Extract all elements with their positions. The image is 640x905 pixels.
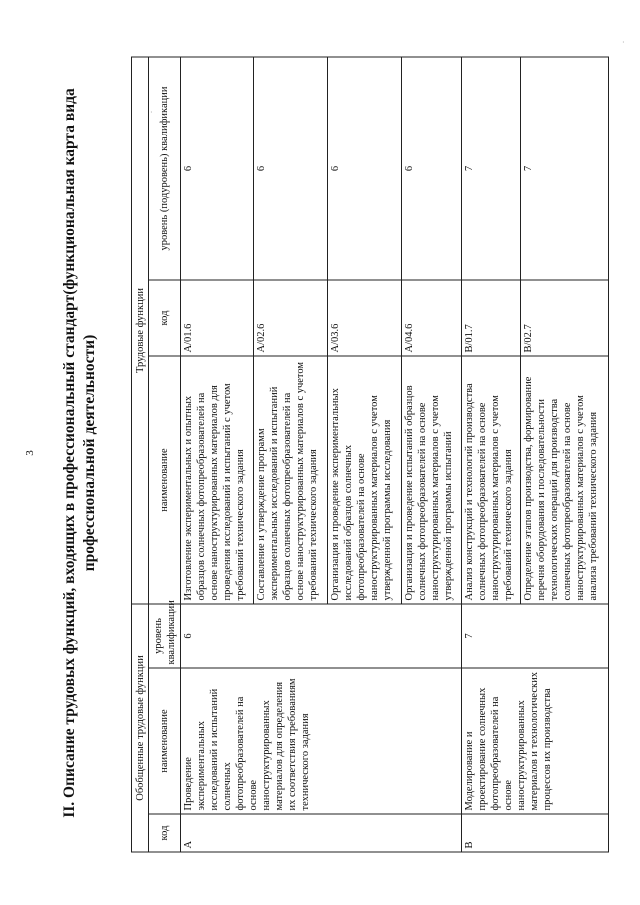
group-code: B (461, 814, 608, 852)
function-name: Организация и проведение экспериментальных исследований образцов солнечных фотопреобразователей на основе наноструктурированных материалов с учетом утвержденной программы исследования (328, 356, 402, 604)
function-code: B/02.7 (521, 280, 609, 356)
function-level: 7 (521, 57, 609, 280)
function-code: A/01.6 (180, 280, 254, 356)
page-title-line-2: профессиональной деятельности) (81, 334, 98, 572)
page-title-line-1: II. Описание трудовых функций, входящих в профессиональный стандарт(функциональная карта вида (61, 88, 78, 818)
function-name: Анализ конструкций и технологий производства солнечных фотопреобразователей на основе наноструктурированных материалов с учетом требований технического задания (461, 356, 521, 604)
header-code: код (149, 814, 180, 852)
header-level: уровень квалификации (149, 604, 180, 668)
function-level: 6 (401, 57, 461, 280)
header-labor-functions: Трудовые функции (132, 57, 149, 604)
header-function-code: код (149, 280, 180, 356)
header-row-columns (149, 57, 180, 852)
page-number: 3 (24, 450, 36, 456)
function-code: A/03.6 (328, 280, 402, 356)
functions-table (131, 56, 609, 852)
function-name: Определение этапов производства, формирование перечня оборудования и последовательности технологических операций для производства солнечных фотопреобразователей на основе наноструктурированных материалов с учетом анализа требований технического задания (521, 356, 609, 604)
group-level: 6 (180, 604, 461, 668)
function-name: Изготовление экспериментальных и опытных образцов солнечных фотопреобразователей на основе наноструктурированных материалов для проведения исследований и испытаний с учетом требований технического задания (180, 356, 254, 604)
group-level: 7 (461, 604, 608, 668)
function-code: B/01.7 (461, 280, 521, 356)
group-name: Проведение экспериментальных исследований и испытаний солнечных фотопреобразователей на основе наноструктурированных материалов для определения их соответствия требованиям технического задания (180, 668, 461, 814)
function-name: Организация и проведение испытаний образцов солнечных фотопреобразователей на основе наноструктурированных материалов с учетом утвержденной программы испытаний (401, 356, 461, 604)
function-name: Составление и утверждение программ экспериментальных исследований и испытаний образцов солнечных фотопреобразователей на основе наноструктурированных материалов с учетом требований технического задания (254, 356, 328, 604)
function-level: 7 (461, 57, 521, 280)
scan-mark: · (622, 38, 625, 47)
function-level: 6 (254, 57, 328, 280)
header-name: наименование (149, 668, 180, 814)
table-row (180, 57, 254, 852)
group-name: Моделирование и проектирование солнечных фотопреобразователей на основе наноструктурированных материалов и технологических процессов их производства (461, 668, 608, 814)
scan-mark: · (150, 108, 153, 117)
functions-table-wrapper (131, 58, 609, 853)
page-title (60, 53, 100, 853)
function-code: A/02.6 (254, 280, 328, 356)
function-level: 6 (180, 57, 254, 280)
group-code: A (180, 814, 461, 852)
header-function-name: наименование (149, 356, 180, 604)
header-function-level: уровень (подуровень) квалификации (149, 57, 180, 280)
function-code: A/04.6 (401, 280, 461, 356)
function-level: 6 (328, 57, 402, 280)
header-row-groups (132, 57, 149, 852)
table-row (461, 57, 521, 852)
header-generalized-functions: Обобщенные трудовые функции (132, 604, 149, 852)
